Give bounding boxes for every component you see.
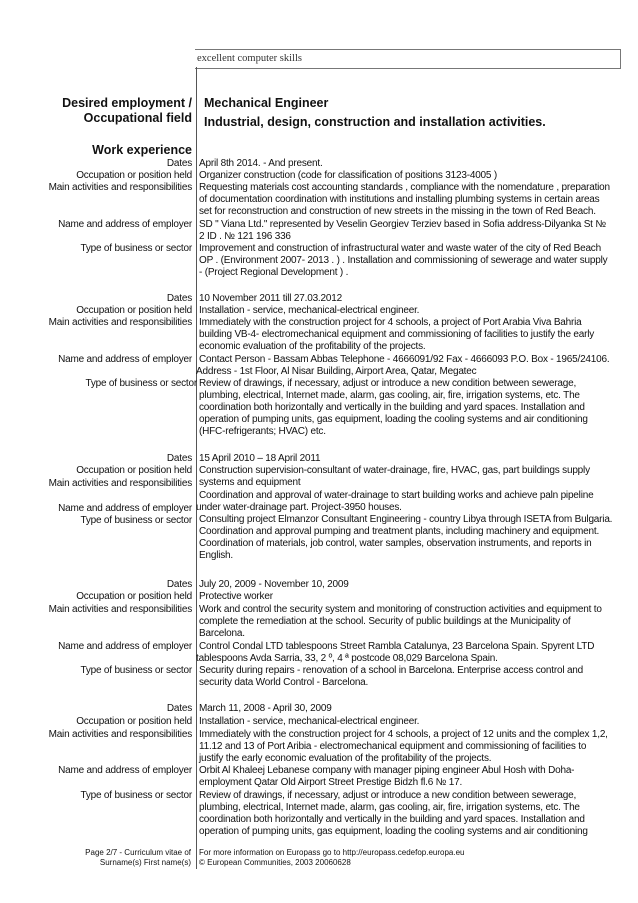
employer-label: Name and address of employer bbox=[58, 354, 192, 365]
entry-activities-line: Immediately with the construction project for 4 schools, a project of 12 units and the complex 1,2, bbox=[199, 729, 608, 740]
entry-occupation: Construction supervision-consultant of water-drainage, fire, HVAC, gas, part buildings supply bbox=[199, 465, 590, 476]
entry-activities-line: economic evaluation of the profitability of the projects. bbox=[199, 341, 426, 352]
desired-employment-label: Desired employment / bbox=[62, 96, 192, 110]
occupation-label: Occupation or position held bbox=[76, 305, 192, 316]
entry-activities-line: Coordination and approval of water-drainage to start building works and achieve paln pipeline bbox=[199, 490, 594, 501]
footer-page-info: Page 2/7 - Curriculum vitae of bbox=[85, 848, 191, 857]
entry-employer-line: 2 ID . № 121 196 336 bbox=[199, 231, 291, 242]
entry-activities-line: of documentation coordination with institutions and installing plumbing systems in certain areas bbox=[199, 194, 600, 205]
activities-label: Main activities and responsibilities bbox=[48, 604, 192, 615]
activities-label: Main activities and responsibilities bbox=[48, 478, 192, 489]
entry-activities-line: building VB-4- electromechanical equipment and commissioning of facilities to justify the early bbox=[199, 329, 595, 340]
activities-label: Main activities and responsibilities bbox=[48, 182, 192, 193]
occupation-label: Occupation or position held bbox=[76, 591, 192, 602]
entry-employer-line: Control Condal LTD tablespoons Street Rambla Catalunya, 23 Barcelona Spain. Spyrent LTD bbox=[199, 641, 595, 652]
entry-activities-line: complete the remediation at the school. Security of public buildings at the Municipality of bbox=[199, 616, 571, 627]
entry-business-line: Coordination and approval pumping and treatment plants, including machinery and equipment. bbox=[199, 526, 600, 537]
footer-name-placeholder: Surname(s) First name(s) bbox=[99, 858, 191, 867]
entry-business-line: Consulting project Elmanzor Consultant Engineering - country Libya through ISETA from Bulgaria. bbox=[199, 514, 613, 525]
dates-label: Dates bbox=[166, 158, 192, 169]
employer-label: Name and address of employer bbox=[58, 765, 192, 776]
employer-label: Name and address of employer bbox=[58, 219, 192, 230]
entry-business-line: English. bbox=[199, 550, 233, 561]
dates-label: Dates bbox=[166, 579, 192, 590]
entry-employer-line: under water-drainage part. Project-3950 houses. bbox=[196, 502, 402, 513]
entry-activities-line: justify the early economic evaluation of the profitability of the projects. bbox=[199, 753, 492, 764]
entry-business-line: Coordination of materials, job control, water samples, observation instruments, and reports in bbox=[199, 538, 592, 549]
entry-occupation: Installation - service, mechanical-electrical engineer. bbox=[199, 716, 420, 727]
occupation-label: Occupation or position held bbox=[76, 716, 192, 727]
entry-employer-line: SD " Viana Ltd." represented by Veselin Georgiev Terziev based in Sofia address-Dilyanka St № bbox=[199, 219, 606, 230]
desired-employment-value: Mechanical Engineer bbox=[204, 96, 329, 110]
entry-business-line: Security during repairs - renovation of a school in Barcelona. Enterprise access control and bbox=[199, 665, 584, 676]
entry-employer-line: Orbit Al Khaleej Lebanese company with manager piping engineer Abul Hosh with Doha- bbox=[199, 765, 575, 776]
business-label: Type of business or sector bbox=[80, 515, 192, 526]
entry-business-line: Improvement and construction of infrastructural water and waste water of the city of Red Beach bbox=[199, 243, 601, 254]
entry-activities-line: Barcelona. bbox=[199, 628, 245, 639]
entry-activities-line: 11.12 and 13 of Port Aribia - electromechanical equipment and commissioning of facilities to bbox=[199, 741, 587, 752]
entry-activities-line: Immediately with the construction project for 4 schools, a project of Port Arabia Viva Bahria bbox=[199, 317, 582, 328]
entry-employer-line: tablespoons Avda Sarria, 33, 2 º, 4 ª postcode 08,029 Barcelona Spain. bbox=[196, 653, 498, 664]
entry-business-line: security data World Control - Barcelona. bbox=[199, 677, 369, 688]
occupational-field-value: Industrial, design, construction and installation activities. bbox=[204, 115, 546, 129]
entry-occupation: Protective worker bbox=[199, 591, 273, 602]
entry-activities-line: Work and control the security system and monitoring of construction activities and equipment to bbox=[199, 604, 602, 615]
entry-dates: July 20, 2009 - November 10, 2009 bbox=[199, 579, 349, 590]
entry-dates: April 8th 2014. - And present. bbox=[199, 158, 323, 169]
footer-divider bbox=[196, 847, 197, 869]
business-label: Type of business or sector bbox=[85, 378, 197, 389]
skills-text: excellent computer skills bbox=[197, 53, 302, 64]
skills-strip bbox=[195, 49, 621, 69]
entry-dates: March 11, 2008 - April 30, 2009 bbox=[199, 703, 332, 714]
entry-employer-line: Contact Person - Bassam Abbas Telephone - 4666091/92 Fax - 4666093 P.O. Box - 1965/24106. bbox=[199, 354, 610, 365]
entry-business-line: coordination both horizontally and vertically in the building and yard spaces. Installation and bbox=[199, 402, 585, 413]
entry-business-line: operation of pumping units, gas equipment, loading the cooling systems and air conditioning bbox=[199, 826, 588, 837]
footer-europass-link[interactable]: For more information on Europass go to http://europass.cedefop.europa.eu bbox=[199, 848, 465, 857]
dates-label: Dates bbox=[166, 293, 192, 304]
activities-label: Main activities and responsibilities bbox=[48, 729, 192, 740]
employer-label: Name and address of employer bbox=[58, 503, 192, 514]
entry-employer-line: employment Qatar Old Airport Street Prestige Bidzh fl.6 № 17. bbox=[199, 777, 463, 788]
entry-activities-line: set for reconstruction and construction of new streets in the missing in the town of Red Beach. bbox=[199, 206, 596, 217]
entry-dates: 15 April 2010 – 18 April 2011 bbox=[199, 453, 321, 464]
entry-business-line: operation of pumping units, gas equipment, loading the cooling systems and air conditioning bbox=[199, 414, 588, 425]
dates-label: Dates bbox=[166, 453, 192, 464]
column-divider bbox=[196, 67, 197, 849]
entry-business-line: coordination both horizontally and vertically in the building and yard spaces. Installation and bbox=[199, 814, 585, 825]
entry-business-line: Review of drawings, if necessary, adjust or introduce a new condition between sewerage, bbox=[199, 790, 577, 801]
entry-business-line: Review of drawings, if necessary, adjust or introduce a new condition between sewerage, bbox=[199, 378, 577, 389]
business-label: Type of business or sector bbox=[80, 243, 192, 254]
entry-activities-line: Requesting materials cost accounting standards , compliance with the nomendature , preparation bbox=[199, 182, 610, 193]
business-label: Type of business or sector bbox=[80, 790, 192, 801]
entry-business-line: - (Project Regional Development ) . bbox=[199, 267, 349, 278]
entry-business-line: plumbing, electrical, Internet made, alarm, gas cooling, air, fire, irrigation systems, etc. The bbox=[199, 390, 580, 401]
entry-occupation: Organizer construction (code for classification of positions 3123-4005 ) bbox=[199, 170, 497, 181]
entry-business-line: (HFC-refrigerants; HVAC) etc. bbox=[199, 426, 326, 437]
occupation-label: Occupation or position held bbox=[76, 465, 192, 476]
footer-copyright: © European Communities, 2003 20060628 bbox=[199, 858, 351, 867]
entry-business-line: plumbing, electrical, Internet made, alarm, gas cooling, air, fire, irrigation systems, etc. The bbox=[199, 802, 580, 813]
employer-label: Name and address of employer bbox=[58, 641, 192, 652]
dates-label: Dates bbox=[166, 703, 192, 714]
work-experience-heading: Work experience bbox=[92, 143, 192, 157]
entry-employer-line: Address - 1st Floor, Al Nisar Building, Airport Area, Qatar, Megatec bbox=[196, 366, 477, 377]
business-label: Type of business or sector bbox=[80, 665, 192, 676]
entry-dates: 10 November 2011 till 27.03.2012 bbox=[199, 293, 342, 304]
occupation-label: Occupation or position held bbox=[76, 170, 192, 181]
occupational-field-label: Occupational field bbox=[83, 111, 192, 125]
entry-business-line: OP . (Environment 2007- 2013 . ) . Installation and commissioning of sewerage and water supply bbox=[199, 255, 608, 266]
activities-label: Main activities and responsibilities bbox=[48, 317, 192, 328]
entry-activities-line: systems and equipment bbox=[199, 477, 301, 488]
entry-occupation: Installation - service, mechanical-electrical engineer. bbox=[199, 305, 420, 316]
